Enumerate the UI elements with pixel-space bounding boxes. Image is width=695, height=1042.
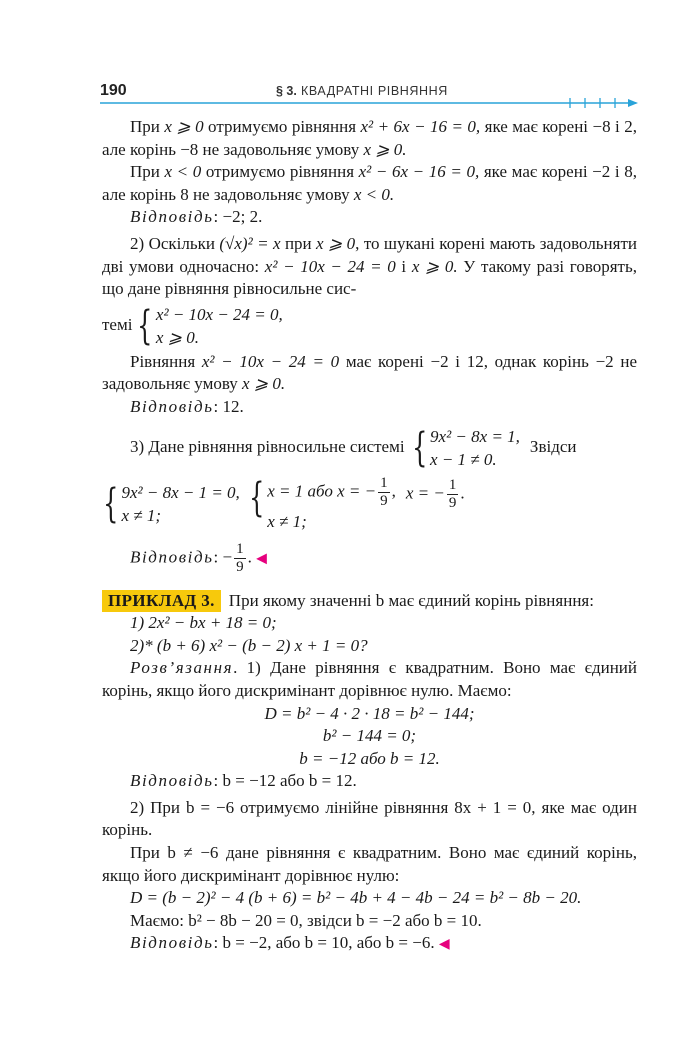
header-rule — [100, 97, 640, 109]
example-3-part-2-quadratic: При b ≠ −6 дане рівняння є квадратним. Воно має єдиний корінь, якщо його дискримінант дорівнює нулю: — [102, 843, 637, 885]
end-marker-icon: ◀ — [438, 937, 450, 953]
formula-discriminant-zero: b² − 144 = 0; — [322, 726, 417, 746]
paragraph-case-2-roots: Рівняння x² − 10x − 24 = 0 має корені −2 і 12, однак корінь −2 не задовольняє умову x ⩾ 0. — [102, 351, 637, 394]
example-3-solution: Розв’язання. 1) Дане рівняння є квадратним. Воно має єдиний корінь, якщо його дискримінант дорівнює нулю. Маємо: — [102, 658, 637, 700]
page-number: 190 — [100, 82, 127, 99]
answer-example-3-1: Відповідь: b = −12 або b = 12. — [130, 771, 357, 791]
example-3-part-2: 2) При b = −6 отримуємо лінійне рівняння 8x + 1 = 0, яке має один корінь. — [102, 797, 637, 840]
system-case-3-solve: { 9x² − 8x − 1 = 0, x ≠ 1; { x = 1 або x = − $\frac{1}{9}$ , x ≠ 1; x = − $\frac{1}{9}$ . — [103, 474, 465, 531]
section-name: КВАДРАТНІ РІВНЯННЯ — [300, 84, 448, 98]
brace-icon: { — [137, 302, 153, 349]
example-3-item-1: 1) 2x² − bx + 18 = 0; — [130, 613, 277, 633]
answer-example-3-2: Відповідь: b = −2, або b = 10, або b = −6. ◀ — [130, 933, 450, 953]
page-content — [102, 116, 637, 957]
formula-discriminant-2: D = (b − 2)² − 4 (b + 6) = b² − 4b + 4 − 4b − 24 = b² − 8b − 20. — [130, 888, 582, 908]
section-title — [276, 84, 448, 98]
end-marker-icon: ◀ — [256, 550, 267, 566]
system-case-3-intro: 3) Дане рівняння рівносильне системі { 9x² − 8x = 1, x − 1 ≠ 0. Звідси — [130, 424, 577, 471]
brace-icon: { — [103, 480, 119, 527]
example-3-statement: ПРИКЛАД 3. При якому значенні b має єдиний корінь рівняння: — [102, 590, 637, 613]
paragraph-case-2: 2) Оскільки (√x)² = x при x ⩾ 0, то шукані корені мають задовольняти дві умови одночасно: x² − 10x − 24 = 0 і x ⩾ 0. У такому разі говорять, що дане рівняння рівносильне сис- — [102, 233, 637, 299]
formula-b-values: b = −12 або b = 12. — [299, 748, 440, 768]
formula-discriminant: D = b² − 4 · 2 · 18 = b² − 144; — [264, 703, 475, 723]
paragraph-case-negative: При x < 0 отримуємо рівняння x² − 6x − 16 = 0, яке має корені −2 і 8, але корінь 8 не задовольняє умову x < 0. — [102, 162, 637, 204]
brace-icon: { — [411, 424, 427, 471]
system-case-2: темі { x² − 10x − 24 = 0, x ⩾ 0. — [102, 302, 283, 349]
formula-roots-2: Маємо: b² − 8b − 20 = 0, звідси b = −2 або b = 10. — [130, 910, 482, 930]
answer-2: Відповідь: 12. — [130, 396, 244, 416]
answer-1: Відповідь: −2; 2. — [130, 207, 263, 227]
section-number: § 3. — [276, 84, 297, 98]
brace-icon: { — [248, 474, 265, 521]
example-3-item-2: 2)* (b + 6) x² − (b − 2) x + 1 = 0? — [130, 635, 368, 655]
arrow-right-icon — [628, 99, 638, 107]
paragraph-case-positive: При x ⩾ 0 отримуємо рівняння x² + 6x − 16 = 0, яке має корені −8 і 2, але корінь −8 не задовольняє умову x ⩾ 0. — [102, 117, 637, 159]
example-3-label: ПРИКЛАД 3. — [102, 590, 221, 612]
answer-3: Відповідь: − $\frac{1}{9}$ . ◀ — [130, 540, 267, 575]
